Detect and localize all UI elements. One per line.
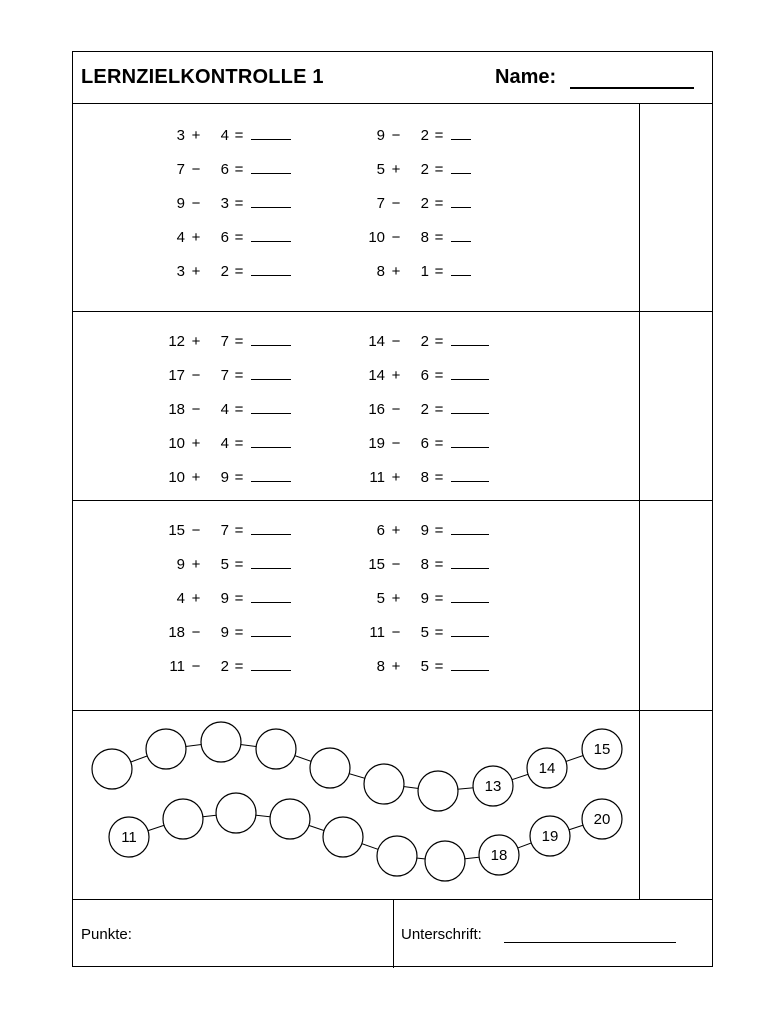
equals-sign: = <box>234 401 244 418</box>
chain-circle[interactable] <box>163 799 203 839</box>
operand-a: 4 <box>176 590 185 607</box>
operand-b: 8 <box>420 469 429 486</box>
operand-a: 7 <box>376 195 385 212</box>
signature-field[interactable] <box>504 942 676 943</box>
equation <box>163 623 291 642</box>
operand-b: 3 <box>220 195 229 212</box>
answer-blank[interactable] <box>251 468 291 482</box>
name-field[interactable] <box>570 87 694 89</box>
answer-blank[interactable] <box>251 555 291 569</box>
equals-sign: = <box>434 127 444 144</box>
chain-circle[interactable] <box>201 722 241 762</box>
operand-a: 3 <box>176 263 185 280</box>
answer-blank[interactable] <box>451 126 471 140</box>
operator: − <box>391 195 401 212</box>
operand-a: 11 <box>369 469 385 486</box>
operand-b: 7 <box>220 367 229 384</box>
operand-a: 9 <box>376 127 385 144</box>
score-box[interactable] <box>639 104 640 311</box>
header <box>73 52 712 104</box>
answer-blank[interactable] <box>451 589 489 603</box>
chain-circle[interactable] <box>270 799 310 839</box>
chain-number: 18 <box>490 847 508 864</box>
operator: + <box>191 435 201 452</box>
answer-blank[interactable] <box>251 623 291 637</box>
operator: − <box>391 229 401 246</box>
chain-circle[interactable] <box>418 771 458 811</box>
equation <box>163 160 291 179</box>
chain-circle[interactable] <box>425 841 465 881</box>
answer-blank[interactable] <box>451 228 471 242</box>
chain-number: 14 <box>538 760 556 777</box>
chain-number: 13 <box>484 778 502 795</box>
equation <box>363 589 489 608</box>
equals-sign: = <box>434 556 444 573</box>
equals-sign: = <box>434 435 444 452</box>
operator: − <box>391 624 401 641</box>
operand-b: 9 <box>420 590 429 607</box>
answer-blank[interactable] <box>251 194 291 208</box>
answer-blank[interactable] <box>251 126 291 140</box>
equals-sign: = <box>234 658 244 675</box>
equals-sign: = <box>234 367 244 384</box>
equals-sign: = <box>234 435 244 452</box>
score-box[interactable] <box>639 312 640 500</box>
operand-a: 5 <box>376 161 385 178</box>
score-box[interactable] <box>639 501 640 710</box>
operator: + <box>391 161 401 178</box>
equals-sign: = <box>434 367 444 384</box>
answer-blank[interactable] <box>451 366 489 380</box>
signature-label: Unterschrift: <box>401 926 482 943</box>
chain-number: 15 <box>593 741 611 758</box>
answer-blank[interactable] <box>451 194 471 208</box>
operand-b: 2 <box>420 195 429 212</box>
answer-blank[interactable] <box>251 262 291 276</box>
operand-b: 9 <box>220 469 229 486</box>
operand-a: 16 <box>368 401 385 418</box>
equals-sign: = <box>434 195 444 212</box>
answer-blank[interactable] <box>251 657 291 671</box>
equals-sign: = <box>434 333 444 350</box>
operand-a: 8 <box>376 263 385 280</box>
operand-b: 2 <box>420 161 429 178</box>
equals-sign: = <box>234 590 244 607</box>
operand-a: 10 <box>368 229 385 246</box>
equals-sign: = <box>234 229 244 246</box>
operand-a: 6 <box>376 522 385 539</box>
equation <box>363 262 471 281</box>
operand-b: 2 <box>420 127 429 144</box>
equals-sign: = <box>434 624 444 641</box>
equation <box>363 657 489 676</box>
answer-blank[interactable] <box>451 400 489 414</box>
operand-b: 4 <box>220 401 229 418</box>
answer-blank[interactable] <box>251 521 291 535</box>
operator: + <box>191 263 201 280</box>
chain-circle[interactable] <box>323 817 363 857</box>
operand-b: 6 <box>420 435 429 452</box>
equation <box>163 262 291 281</box>
chain-circle[interactable] <box>92 749 132 789</box>
equals-sign: = <box>234 333 244 350</box>
operand-a: 9 <box>176 556 185 573</box>
footer <box>73 900 712 968</box>
equation <box>363 400 489 419</box>
answer-blank[interactable] <box>451 623 489 637</box>
equation <box>163 126 291 145</box>
operand-a: 11 <box>369 624 385 641</box>
equals-sign: = <box>434 263 444 280</box>
equation <box>163 468 291 487</box>
operand-b: 2 <box>420 401 429 418</box>
number-chain-section <box>73 711 712 900</box>
operand-a: 8 <box>376 658 385 675</box>
footer-divider <box>393 900 394 968</box>
equation <box>163 657 291 676</box>
operand-b: 8 <box>420 556 429 573</box>
exercise-section-3 <box>73 501 712 711</box>
chain-circle[interactable] <box>310 748 350 788</box>
operand-a: 4 <box>176 229 185 246</box>
operator: + <box>191 127 201 144</box>
operand-a: 9 <box>176 195 185 212</box>
page-title: LERNZIELKONTROLLE 1 <box>81 66 324 88</box>
equation <box>363 228 471 247</box>
operand-b: 6 <box>220 161 229 178</box>
answer-blank[interactable] <box>451 521 489 535</box>
operator: − <box>391 435 401 452</box>
operator: − <box>191 367 201 384</box>
chain-circle[interactable] <box>146 729 186 769</box>
equation <box>363 521 489 540</box>
operand-b: 2 <box>220 658 229 675</box>
operator: − <box>191 624 201 641</box>
operand-b: 9 <box>220 624 229 641</box>
operand-b: 4 <box>220 127 229 144</box>
operand-a: 10 <box>168 435 185 452</box>
chain-number: 19 <box>541 828 559 845</box>
exercise-section-2 <box>73 312 712 501</box>
answer-blank[interactable] <box>251 434 291 448</box>
equation <box>363 332 489 351</box>
operand-a: 5 <box>376 590 385 607</box>
operand-a: 15 <box>368 556 385 573</box>
operand-a: 3 <box>176 127 185 144</box>
answer-blank[interactable] <box>451 657 489 671</box>
operand-a: 17 <box>168 367 185 384</box>
answer-blank[interactable] <box>451 468 489 482</box>
operator: + <box>391 590 401 607</box>
operand-b: 6 <box>420 367 429 384</box>
answer-blank[interactable] <box>451 555 489 569</box>
equals-sign: = <box>234 127 244 144</box>
operand-b: 4 <box>220 435 229 452</box>
operator: − <box>391 333 401 350</box>
chain-circle[interactable] <box>377 836 417 876</box>
operator: − <box>191 161 201 178</box>
operand-b: 9 <box>420 522 429 539</box>
operator: + <box>191 469 201 486</box>
equals-sign: = <box>234 263 244 280</box>
equation <box>363 126 471 145</box>
equation <box>363 194 471 213</box>
operator: + <box>191 590 201 607</box>
equals-sign: = <box>434 229 444 246</box>
operand-b: 6 <box>220 229 229 246</box>
equals-sign: = <box>234 556 244 573</box>
exercise-section-1 <box>73 104 712 312</box>
answer-blank[interactable] <box>251 400 291 414</box>
operand-b: 5 <box>420 624 429 641</box>
operand-a: 19 <box>368 435 385 452</box>
answer-blank[interactable] <box>451 434 489 448</box>
operand-a: 7 <box>176 161 185 178</box>
operand-a: 18 <box>168 624 185 641</box>
operator: + <box>391 263 401 280</box>
answer-blank[interactable] <box>451 262 471 276</box>
equals-sign: = <box>434 658 444 675</box>
equals-sign: = <box>434 469 444 486</box>
chain-circle[interactable] <box>216 793 256 833</box>
chain-number: 11 <box>121 829 137 846</box>
answer-blank[interactable] <box>251 332 291 346</box>
operand-a: 14 <box>368 333 385 350</box>
equals-sign: = <box>434 401 444 418</box>
operator: + <box>191 229 201 246</box>
operator: + <box>191 333 201 350</box>
name-label: Name: <box>495 66 557 88</box>
equation <box>363 434 489 453</box>
equals-sign: = <box>434 522 444 539</box>
equation <box>163 434 291 453</box>
equals-sign: = <box>234 624 244 641</box>
operator: − <box>391 127 401 144</box>
number-chain <box>73 711 639 900</box>
chain-number: 20 <box>593 811 611 828</box>
operand-b: 8 <box>420 229 429 246</box>
answer-blank[interactable] <box>251 589 291 603</box>
operator: − <box>191 522 201 539</box>
operand-b: 2 <box>220 263 229 280</box>
operand-a: 10 <box>168 469 185 486</box>
equation <box>163 521 291 540</box>
equation <box>363 555 489 574</box>
score-box[interactable] <box>639 711 640 899</box>
operator: − <box>191 401 201 418</box>
operator: + <box>391 469 401 486</box>
points-label: Punkte: <box>81 926 132 943</box>
equation <box>163 400 291 419</box>
answer-blank[interactable] <box>251 160 291 174</box>
equation <box>363 366 489 385</box>
operand-b: 5 <box>220 556 229 573</box>
operand-b: 7 <box>220 522 229 539</box>
answer-blank[interactable] <box>451 332 489 346</box>
equals-sign: = <box>234 195 244 212</box>
equation <box>163 366 291 385</box>
operator: + <box>391 367 401 384</box>
equation <box>163 555 291 574</box>
worksheet <box>72 51 713 967</box>
equation <box>163 194 291 213</box>
operand-a: 14 <box>368 367 385 384</box>
operand-a: 18 <box>168 401 185 418</box>
equation <box>363 623 489 642</box>
equation <box>163 228 291 247</box>
operand-b: 9 <box>220 590 229 607</box>
operator: − <box>191 658 201 675</box>
operator: − <box>391 556 401 573</box>
operand-a: 12 <box>168 333 185 350</box>
operand-a: 15 <box>168 522 185 539</box>
equals-sign: = <box>234 469 244 486</box>
operator: − <box>391 401 401 418</box>
operand-b: 2 <box>420 333 429 350</box>
equals-sign: = <box>434 590 444 607</box>
operand-b: 1 <box>420 263 429 280</box>
equals-sign: = <box>234 161 244 178</box>
answer-blank[interactable] <box>251 366 291 380</box>
chain-circle[interactable] <box>364 764 404 804</box>
equation <box>363 160 471 179</box>
equals-sign: = <box>434 161 444 178</box>
operator: + <box>391 658 401 675</box>
operand-a: 11 <box>169 658 185 675</box>
equation <box>163 332 291 351</box>
operand-b: 7 <box>220 333 229 350</box>
chain-circle[interactable] <box>256 729 296 769</box>
operator: + <box>191 556 201 573</box>
answer-blank[interactable] <box>451 160 471 174</box>
operator: − <box>191 195 201 212</box>
operator: + <box>391 522 401 539</box>
answer-blank[interactable] <box>251 228 291 242</box>
equation <box>163 589 291 608</box>
equation <box>363 468 489 487</box>
operand-b: 5 <box>420 658 429 675</box>
equals-sign: = <box>234 522 244 539</box>
